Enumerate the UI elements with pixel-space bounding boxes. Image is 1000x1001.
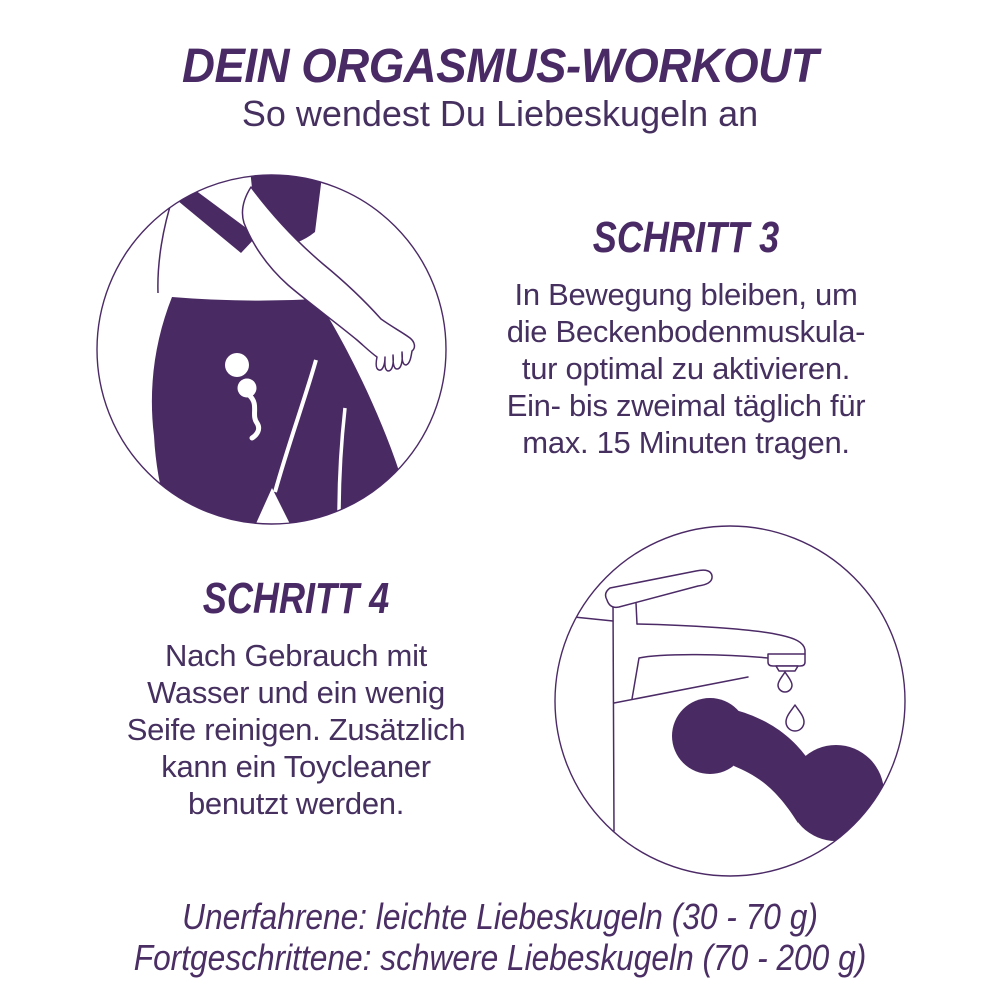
counter-line [574,617,613,621]
step-4-line: Seife reinigen. Zusätzlich [126,712,466,747]
love-ball-upper [225,353,249,377]
faucet-icon [574,570,805,831]
page-title: DEIN ORGASMUS-WORKOUT [182,40,818,93]
step-4-heading: SCHRITT 4 [202,574,390,623]
page-subtitle: So wendest Du Liebeskugeln an [241,93,759,134]
step-4-line: Wasser und ein wenig [147,675,445,710]
step-4-line: benutzt werden. [187,786,405,821]
faucet-illustration [552,523,908,879]
step-3-line: Ein- bis zweimal täglich für [506,388,866,423]
person-hips-illustration [94,172,449,527]
faucet-rinsing-love-balls-icon [552,523,908,879]
faucet-aerator [768,654,805,666]
beginner-weight-line: Unerfahrene: leichte Liebeskugeln (30 - 70 g) [182,896,818,937]
step-4-body [80,637,512,822]
love-ball-lower [238,379,257,398]
step-3-line: max. 15 Minuten tragen. [522,425,850,460]
faucet-aerator-lip [776,666,798,671]
faucet-lever [606,570,713,607]
advanced-weight-line: Fortgeschrittene: schwere Liebeskugeln (70 - 200 g) [133,937,867,978]
step-3-line: die Beckenbodenmuskula- [506,314,866,349]
step-4-line: kann ein Toycleaner [161,749,431,784]
faucet-neck-edge [636,603,637,624]
faucet-spout-top [637,624,805,654]
step-4-line: Nach Gebrauch mit [165,638,427,673]
step-4-section [80,574,512,822]
weight-recommendation [0,896,1000,978]
step-3-body [468,276,904,461]
water-drop-small [778,672,792,692]
step-3-heading: SCHRITT 3 [592,213,780,262]
love-balls-icon [672,698,884,841]
person-wearing-love-balls-icon [94,172,449,527]
step-3-section [468,213,904,461]
step-3-line: tur optimal zu aktivieren. [521,351,851,386]
faucet-left-edge [613,601,614,831]
step-3-line: In Bewegung bleiben, um [514,277,858,312]
water-drop-large [786,705,804,731]
